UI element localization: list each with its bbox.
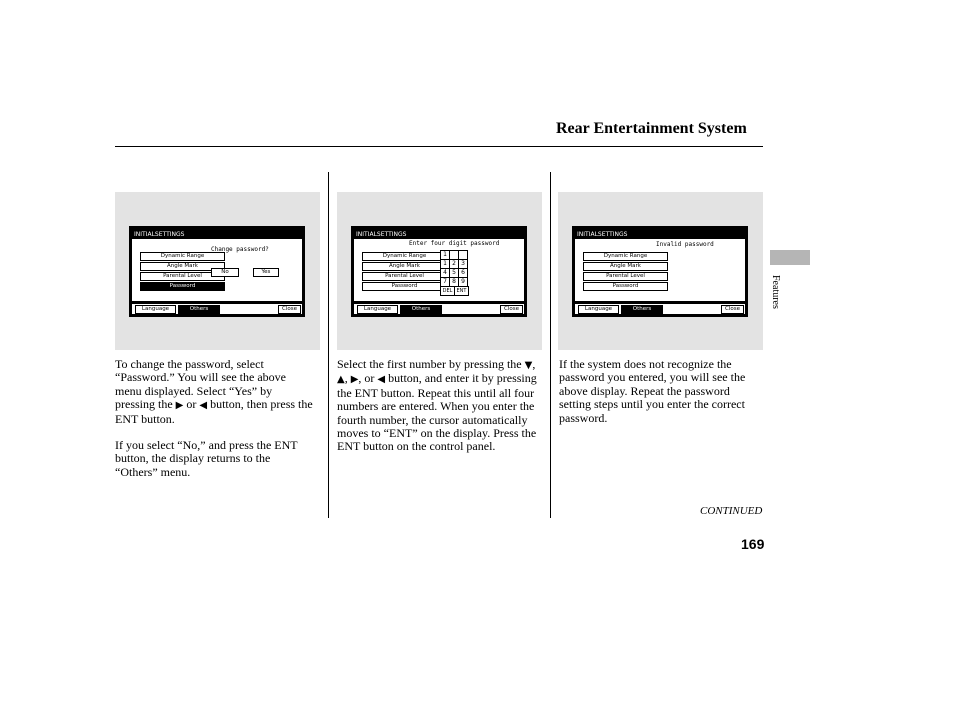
menu-item-dynamic-range: Dynamic Range: [140, 252, 225, 261]
keypad-key: 5: [449, 268, 459, 278]
section-tab: [770, 250, 810, 265]
settings-menu: [583, 252, 668, 292]
menu-item-angle-mark: Angle Mark: [140, 262, 225, 271]
column-2-text: [337, 358, 543, 467]
tab-language: Language: [135, 305, 176, 314]
display-screen: [351, 226, 527, 317]
tab-language: Language: [357, 305, 398, 314]
menu-item-parental-level: Parental Level: [583, 272, 668, 281]
keypad-key: 8: [449, 277, 459, 287]
text-run: button, and enter it by pressing the ENT button. Repeat this until all four numbers are entered. When you enter the fourth number, the cursor automatically moves to “ENT” on the display. Press the ENT button on the control panel.: [337, 371, 537, 454]
menu-item-dynamic-range: Dynamic Range: [362, 252, 447, 261]
page-number: 169: [741, 536, 765, 552]
paragraph: [337, 358, 543, 454]
column-3-text: [559, 358, 763, 438]
tab-close: Close: [500, 305, 523, 314]
keypad-key-ent: ENT: [454, 286, 469, 296]
text-run: button, then press the ENT button.: [115, 397, 313, 426]
left-triangle-icon: ◀: [377, 374, 386, 386]
tab-language: Language: [578, 305, 619, 314]
keypad-key: 2: [449, 259, 459, 269]
menu-item-angle-mark: Angle Mark: [362, 262, 447, 271]
tab-others: Others: [178, 305, 220, 314]
column-1-text: [115, 358, 313, 492]
column-divider: [328, 172, 329, 518]
screen-bottom-bar: [132, 304, 302, 314]
menu-item-parental-level: Parental Level: [362, 272, 447, 281]
tab-close: Close: [278, 305, 301, 314]
keypad-key: 1: [440, 250, 450, 260]
screen-title: INITIALSETTINGS: [577, 231, 628, 238]
screen-message: Change password?: [211, 246, 269, 253]
keypad-key: 6: [458, 268, 468, 278]
screen-bottom-bar: [575, 304, 745, 314]
left-triangle-icon: ◀: [199, 400, 208, 412]
tab-others: Others: [621, 305, 663, 314]
keypad-key: 3: [458, 259, 468, 269]
screen-content: [575, 239, 745, 301]
down-triangle-icon: ▼: [524, 360, 533, 371]
paragraph: If you select “No,” and press the ENT button, the display returns to the “Others” menu.: [115, 438, 298, 479]
display-screen: [129, 226, 305, 317]
screen-content: [354, 239, 524, 301]
screen-message: Invalid password: [656, 241, 714, 248]
tab-others: Others: [400, 305, 442, 314]
screen-title: INITIALSETTINGS: [134, 231, 185, 238]
keypad-key: 1: [440, 259, 450, 269]
keypad-key-del: DEL: [440, 286, 455, 296]
menu-item-password: Password: [140, 282, 225, 291]
paragraph: [115, 358, 313, 426]
display-screen: [572, 226, 748, 317]
keypad-key: 7: [440, 277, 450, 287]
up-triangle-icon: ▲: [337, 374, 345, 386]
section-label: Features: [770, 275, 781, 309]
continued-label: CONTINUED: [700, 505, 763, 517]
page-title: Rear Entertainment System: [556, 120, 747, 137]
screen-bottom-bar: [354, 304, 524, 314]
paragraph: If the system does not recognize the password you entered, you will see the above display. Repeat the password setting steps until you enter the correct password.: [559, 357, 746, 425]
text-run: To change the password, select “Password.” You will see the above menu displayed. Select “Yes” by pressing the: [115, 357, 286, 412]
screen-illustration-enter-password: [337, 192, 542, 350]
right-triangle-icon: ▶: [175, 400, 184, 412]
menu-item-password: Password: [362, 282, 447, 291]
menu-item-parental-level: Parental Level: [140, 272, 225, 281]
screen-message: Enter four digit password: [409, 240, 500, 247]
menu-item-password: Password: [583, 282, 668, 291]
menu-item-dynamic-range: Dynamic Range: [583, 252, 668, 261]
text-run: or: [186, 397, 197, 412]
text-run: , or: [358, 371, 375, 386]
text-run: Select the first number by pressing the: [337, 357, 522, 371]
menu-item-angle-mark: Angle Mark: [583, 262, 668, 271]
screen-illustration-invalid-password: [558, 192, 763, 350]
text-run: ,: [344, 371, 348, 386]
keypad-key: 9: [458, 277, 468, 287]
column-divider: [550, 172, 551, 518]
screen-content: [132, 239, 302, 301]
keypad-key: 4: [440, 268, 450, 278]
settings-menu: [362, 252, 447, 292]
tab-close: Close: [721, 305, 744, 314]
right-triangle-icon: ▶: [350, 374, 359, 386]
no-button: No: [211, 268, 239, 277]
text-run: ,: [532, 357, 536, 371]
screen-illustration-change-password: [115, 192, 320, 350]
yes-button: Yes: [253, 268, 279, 277]
screen-title: INITIALSETTINGS: [356, 231, 407, 238]
header-rule: [115, 146, 763, 147]
